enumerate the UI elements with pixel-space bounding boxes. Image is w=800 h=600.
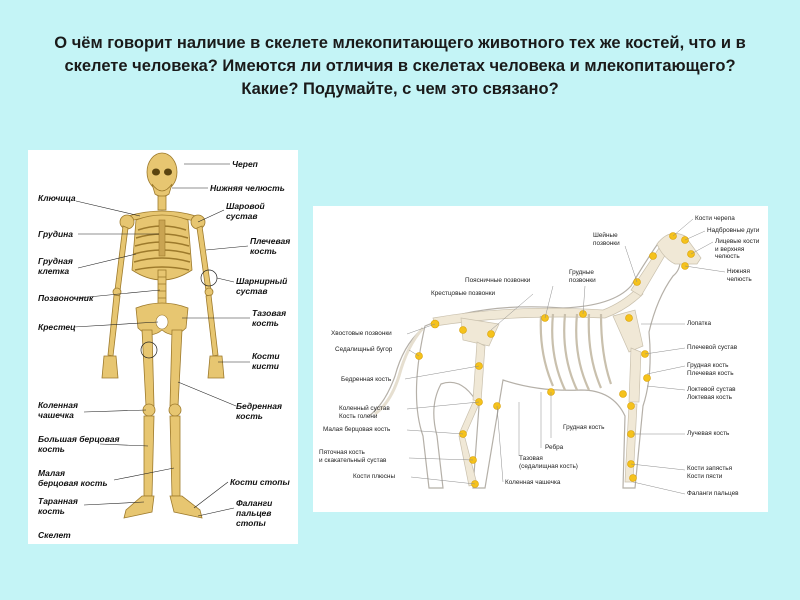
- label-foot-bones: Кости стопы: [230, 477, 290, 487]
- dog-label-facial-bones: Лицевые кости и верхняя челюсть: [715, 238, 760, 260]
- label-talus: Таранная кость: [38, 496, 78, 516]
- dog-label-lower-jaw: Нижняя челюсть: [727, 268, 752, 283]
- label-sternum: Грудина: [38, 229, 74, 239]
- label-hinge-joint: Шарнирный сустав: [236, 276, 288, 296]
- label-clavicle: Ключица: [38, 193, 76, 203]
- label-toe-phalanges: Фаланги пальцев стопы: [236, 498, 273, 528]
- dog-label-heel-bone: Пяточная кость и скакательный сустав: [319, 449, 387, 464]
- human-skeleton-figure: [28, 150, 298, 544]
- dog-label-metatarsals: Кости плюсны: [353, 473, 396, 480]
- label-spine: Позвоночник: [38, 293, 94, 303]
- dog-label-lumbar-vertebrae: Поясничные позвонки: [465, 277, 531, 284]
- dog-label-fibula: Малая берцовая кость: [323, 426, 391, 433]
- dog-label-knee-joint: Коленный сустав Кость голени: [339, 405, 390, 420]
- dog-label-kneecap: Коленная чашечка: [505, 479, 561, 486]
- dog-label-carpus-metacarpus: Кости запястья Кости пясти: [687, 465, 733, 480]
- label-femur: Бедренная кость: [236, 401, 283, 421]
- label-fibula: Малая берцовая кость: [38, 468, 108, 488]
- dog-label-shoulder-joint: Плечевой сустав: [687, 344, 738, 351]
- dog-label-sacral-vertebrae: Крестцовые позвонки: [431, 290, 496, 297]
- dog-label-toe-phalanges: Фаланги пальцев: [687, 490, 739, 497]
- dog-label-ischial-tuberosity: Седалищный бугор: [335, 346, 393, 353]
- dog-label-cervical-vertebrae: Шейные позвонки: [593, 232, 620, 247]
- dog-label-elbow-ulna: Локтевой сустав Локтевая кость: [687, 386, 736, 401]
- label-skull: Череп: [232, 159, 258, 169]
- label-hand-bones: Кости кисти: [252, 351, 280, 371]
- slide-title: О чём говорит наличие в скелете млекопитающего животного тех же костей, что и в скелете человека? Имеются ли отличия в скелетах человека и млекопитающего? Какие? Подумайте, с чем это связано?: [54, 34, 746, 98]
- dog-label-tail-vertebrae: Хвостовые позвонки: [331, 330, 392, 337]
- label-skeleton: Скелет: [38, 530, 71, 540]
- dog-label-skull-bones: Кости черепа: [695, 215, 735, 222]
- label-pelvic-bone: Тазовая кость: [252, 308, 287, 328]
- label-humerus: Плечевая кость: [250, 236, 291, 256]
- dog-label-sternum-humerus: Грудная кость Плечевая кость: [687, 362, 734, 377]
- label-kneecap: Коленная чашечка: [38, 400, 78, 420]
- dog-label-thoracic-vertebrae: Грудные позвонки: [569, 269, 596, 284]
- dog-skeleton-figure: [313, 206, 768, 512]
- label-tibia: Большая берцовая кость: [38, 434, 120, 454]
- dog-label-radius: Лучевая кость: [687, 430, 730, 437]
- dog-label-femur: Бедренная кость: [341, 376, 392, 383]
- label-ribcage: Грудная клетка: [38, 256, 73, 276]
- dog-label-pelvic-bone: Тазовая (седалищная кость): [519, 455, 578, 470]
- dog-label-ribs: Ребра: [545, 444, 564, 451]
- dog-label-sternum: Грудная кость: [563, 424, 605, 431]
- label-sacrum: Крестец: [38, 322, 76, 332]
- dog-label-brow-ridges: Надбровные дуги: [707, 227, 760, 234]
- label-ball-joint: Шаровой сустав: [226, 201, 265, 221]
- label-lower-jaw: Нижняя челюсть: [210, 183, 285, 193]
- dog-label-scapula: Лопатка: [687, 320, 712, 327]
